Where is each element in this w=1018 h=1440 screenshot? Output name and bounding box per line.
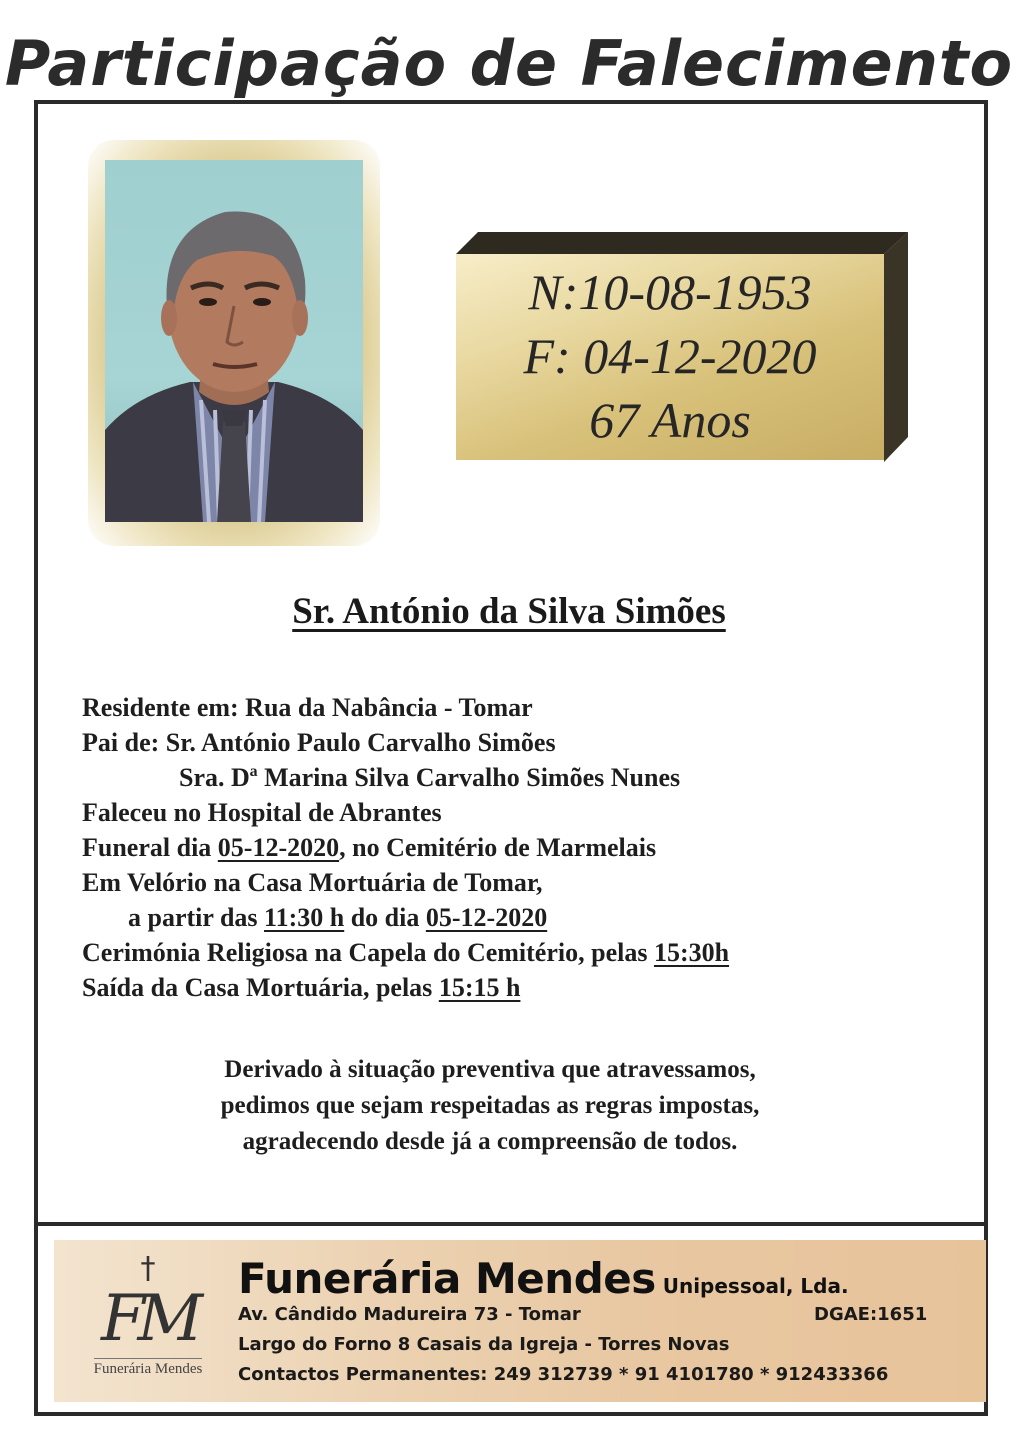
page-title: Participação de Falecimento: [4, 27, 1014, 100]
ceremony-prefix: Cerimónia Religiosa na Capela do Cemitério, pelas: [82, 938, 654, 967]
parent-prefix: Pai de:: [82, 728, 166, 757]
birth-date: N:10-08-1953: [528, 264, 812, 320]
departure-time: 15:15 h: [438, 973, 521, 1002]
dgae-number: DGAE:1651: [814, 1304, 928, 1325]
ceremony-time: 15:30h: [653, 938, 730, 967]
wake-line: Em Velório na Casa Mortuária de Tomar,: [82, 868, 543, 897]
parent-line: [82, 725, 962, 760]
funeral-prefix: Funeral dia: [82, 833, 218, 862]
cross-icon: †: [140, 1251, 156, 1286]
logo-name: Funerária Mendes: [94, 1358, 203, 1378]
funeral-line: [82, 830, 962, 865]
residence-line: Residente em: Rua da Nabância - Tomar: [82, 693, 533, 722]
address-2: Largo do Forno 8 Casais da Igreja - Torres Novas: [238, 1334, 730, 1355]
portrait-illustration: [105, 160, 363, 522]
wake-from-prefix: a partir das: [128, 903, 265, 932]
funeral-details: [82, 690, 962, 1005]
funeral-home-banner: [54, 1240, 986, 1402]
company-name: Funerária Mendes: [238, 1254, 656, 1303]
footer-divider: [34, 1222, 988, 1226]
plaque-top-edge: [456, 232, 908, 254]
deceased-name-block: [0, 590, 1018, 633]
covid-notice: [0, 1052, 980, 1160]
contacts-line: Contactos Permanentes: 249 312739 * 91 4101780 * 912433366: [238, 1364, 889, 1385]
departure-line: [82, 970, 962, 1005]
wake-time: 11:30 h: [264, 903, 345, 932]
logo-monogram: FM: [101, 1282, 195, 1356]
notice-line-1: Derivado à situação preventiva que atravessamos,: [224, 1056, 756, 1083]
deceased-name: Sr. António da Silva Simões: [292, 591, 726, 632]
plaque-side-edge: [884, 232, 908, 462]
plaque-text: [456, 260, 884, 452]
notice-line-3: agradecendo desde já a compreensão de todos.: [242, 1128, 738, 1155]
age: 67 Anos: [589, 392, 751, 448]
company-suffix: Unipessoal, Lda.: [655, 1274, 849, 1298]
address-1: Av. Cândido Madureira 73 - Tomar: [238, 1304, 581, 1325]
death-place-line: Faleceu no Hospital de Abrantes: [82, 798, 442, 827]
notice-line-2: pedimos que sejam respeitadas as regras impostas,: [220, 1092, 760, 1119]
death-date: F: 04-12-2020: [523, 328, 817, 384]
child-1: Sr. António Paulo Carvalho Simões: [165, 728, 556, 757]
child-2-line: Sra. Dª Marina Silva Carvalho Simões Nunes: [179, 763, 681, 792]
departure-prefix: Saída da Casa Mortuária, pelas: [82, 973, 439, 1002]
dates-plaque: [452, 232, 908, 462]
funeral-date: 05-12-2020: [217, 833, 340, 862]
wake-day-prefix: do dia: [344, 903, 426, 932]
portrait-photo: [105, 160, 363, 522]
wake-time-line: [82, 900, 962, 935]
funeral-suffix: , no Cemitério de Marmelais: [339, 833, 657, 862]
wake-date: 05-12-2020: [425, 903, 548, 932]
ceremony-line: [82, 935, 962, 970]
funeral-home-logo: [68, 1250, 228, 1400]
